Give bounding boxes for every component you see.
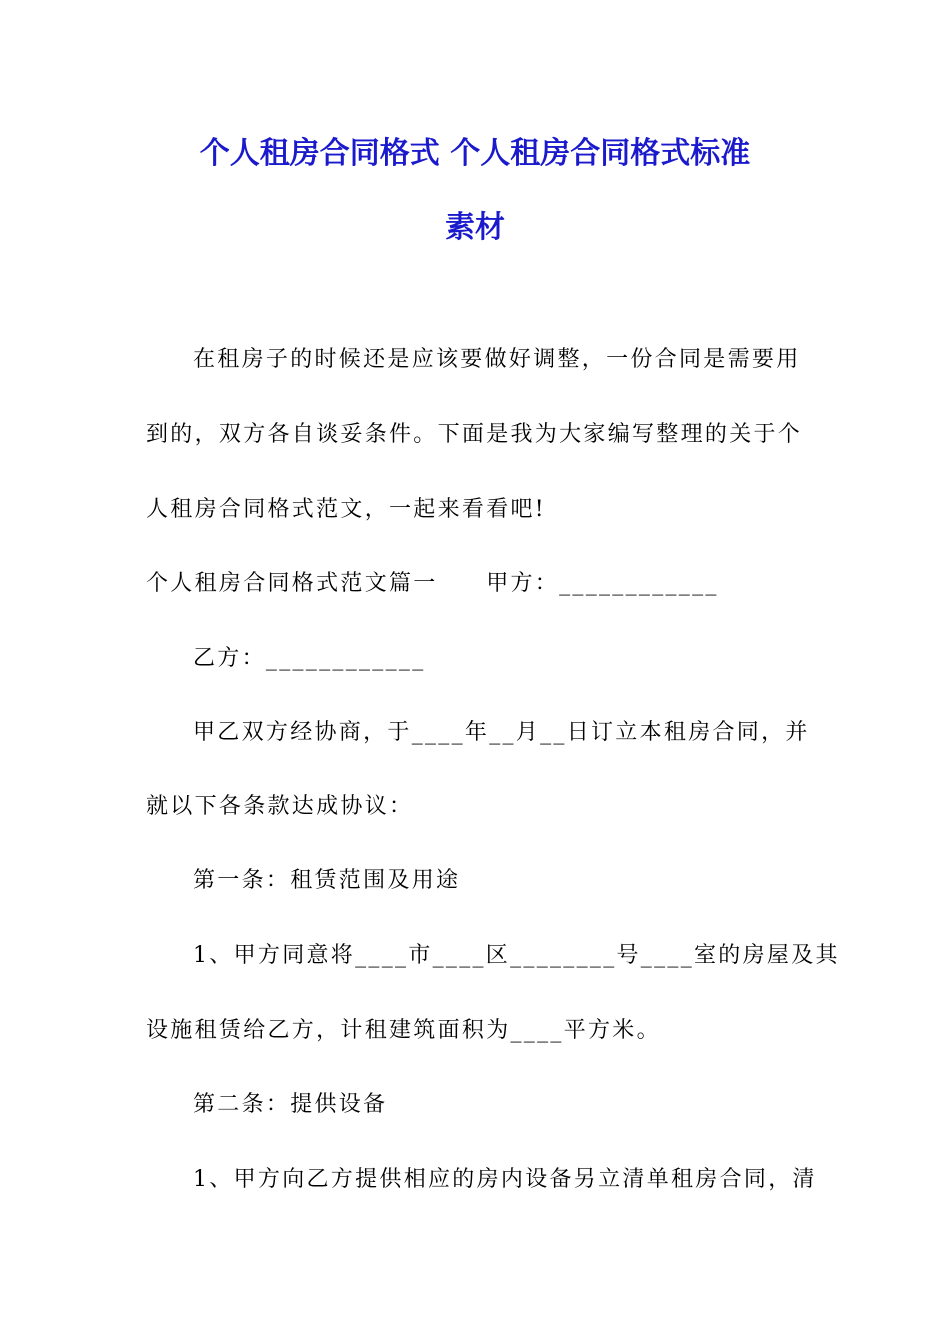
paragraph-intro-line-3: 人租房合同格式范文，一起来看看吧!: [146, 497, 546, 522]
sample-heading-party-a: 个人租房合同格式范文篇一 甲方：____________: [146, 571, 719, 596]
paragraph-intro-line-1: 在租房子的时候还是应该要做好调整，一份合同是需要用: [193, 347, 801, 372]
agreement-line-2: 就以下各条款达成协议：: [146, 794, 414, 819]
article-1-clause-1-line-1: 1、甲方同意将____市____区________号____室的房屋及其: [193, 943, 840, 968]
article-1-clause-1-line-2: 设施租赁给乙方，计租建筑面积为____平方米。: [146, 1018, 661, 1043]
paragraph-intro-line-2: 到的，双方各自谈妥条件。下面是我为大家编写整理的关于个: [146, 422, 803, 447]
document-title-line-1: 个人租房合同格式 个人租房合同格式标准: [199, 136, 751, 171]
party-b-line: 乙方：____________: [193, 646, 426, 671]
article-1-heading: 第一条：租赁范围及用途: [193, 868, 461, 893]
document-title-line-2: 素材: [445, 210, 505, 245]
article-2-clause-1-line-1: 1、甲方向乙方提供相应的房内设备另立清单租房合同，清: [193, 1167, 817, 1192]
agreement-line-1: 甲乙双方经协商，于____年__月__日订立本租房合同，并: [193, 720, 810, 745]
article-2-heading: 第二条：提供设备: [193, 1092, 388, 1117]
